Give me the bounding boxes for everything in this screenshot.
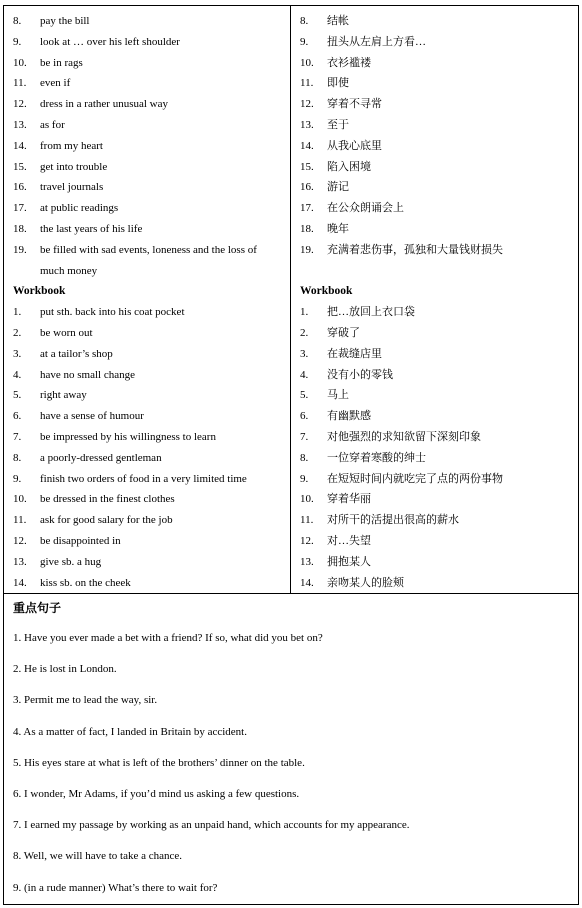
item-text: 拥抱某人	[327, 555, 371, 568]
workbook-row	[291, 323, 578, 344]
item-text: 结帐	[327, 15, 349, 27]
item-text: 马上	[327, 389, 349, 402]
item-number: 4.	[300, 368, 309, 381]
item-number: 19.	[300, 243, 314, 256]
item-number: 15.	[13, 160, 27, 173]
workbook-heading: Workbook	[13, 285, 66, 298]
item-text: 在短短时间内就吃完了点的两份事物	[327, 472, 503, 485]
vocab-row	[291, 157, 578, 178]
vocab-row	[4, 198, 290, 219]
vocab-row	[4, 11, 290, 32]
vocab-row	[4, 157, 290, 178]
vocab-row	[291, 94, 578, 115]
item-number: 3.	[300, 347, 309, 360]
item-number: 13.	[300, 119, 314, 131]
item-text: have a sense of humour	[40, 410, 144, 423]
item-text: have no small change	[40, 368, 135, 381]
item-text: be worn out	[40, 327, 93, 339]
workbook-row	[4, 406, 290, 427]
item-number: 14.	[13, 139, 27, 152]
workbook-row	[4, 510, 290, 531]
item-number: 3.	[13, 347, 22, 360]
item-text: be impressed by his willingness to learn	[40, 431, 216, 443]
item-text: from my heart	[40, 139, 103, 152]
item-text: 对所干的活提出很高的薪水	[327, 514, 459, 527]
workbook-row	[291, 573, 578, 594]
item-text: the last years of his life	[40, 223, 143, 235]
key-sentence: 5. His eyes stare at what is left of the brothers’ dinner on the table.	[13, 756, 305, 769]
item-number: 2.	[300, 327, 309, 339]
item-number: 16.	[300, 181, 314, 194]
item-text: 把…放回上衣口袋	[327, 306, 415, 319]
workbook-row	[291, 448, 578, 469]
vocab-row	[4, 136, 290, 157]
item-number: 11.	[13, 77, 27, 90]
workbook-row	[291, 489, 578, 510]
item-number: 11.	[13, 514, 27, 527]
workbook-row	[4, 323, 290, 344]
item-text: 充满着悲伤事，孤独和大量钱财损失	[327, 243, 503, 256]
item-number: 14.	[13, 576, 27, 589]
item-text: travel journals	[40, 181, 104, 194]
item-text: be disappointed in	[40, 535, 121, 547]
workbook-row	[4, 302, 290, 323]
workbook-row	[291, 385, 578, 406]
item-text: 衣衫褴褛	[327, 56, 371, 69]
item-number: 9.	[300, 35, 309, 48]
item-number: 10.	[300, 56, 314, 69]
vocab-row	[291, 219, 578, 240]
item-number: 15.	[300, 160, 314, 173]
vocab-row	[291, 32, 578, 53]
vocab-row	[291, 198, 578, 219]
item-text: 穿破了	[327, 327, 360, 339]
workbook-row	[291, 552, 578, 573]
key-sentence: 4. As a matter of fact, I landed in Britain by accident.	[13, 725, 247, 738]
item-text: put sth. back into his coat pocket	[40, 306, 185, 319]
item-number: 18.	[300, 223, 314, 235]
vocab-row	[291, 73, 578, 94]
item-text: 游记	[327, 181, 349, 194]
item-text: much money	[40, 264, 98, 277]
item-text: look at … over his left shoulder	[40, 35, 180, 48]
item-text: at public readings	[40, 202, 119, 215]
item-text: 穿着不寻常	[327, 98, 382, 111]
vocab-row	[4, 94, 290, 115]
item-number: 14.	[300, 139, 314, 152]
item-text: 一位穿着寒酸的绅士	[327, 451, 426, 464]
workbook-row	[4, 365, 290, 386]
item-text: ask for good salary for the job	[40, 514, 173, 527]
item-number: 17.	[300, 202, 314, 215]
item-text: as for	[40, 119, 65, 131]
item-text: 至于	[327, 119, 349, 131]
workbook-row	[4, 531, 290, 552]
item-number: 10.	[300, 493, 314, 506]
item-number: 18.	[13, 223, 27, 235]
key-sentences-section	[4, 594, 578, 904]
item-number: 7.	[13, 431, 22, 443]
workbook-row	[291, 406, 578, 427]
vocab-row-continuation	[4, 261, 290, 282]
item-number: 17.	[13, 202, 27, 215]
item-number: 13.	[300, 555, 314, 568]
workbook-row	[4, 489, 290, 510]
item-number: 2.	[13, 327, 22, 339]
item-number: 11.	[300, 77, 314, 90]
key-sentence: 7. I earned my passage by working as an unpaid hand, which accounts for my appearance.	[13, 819, 410, 832]
workbook-row	[4, 344, 290, 365]
item-number: 10.	[13, 493, 27, 506]
item-text: 从我心底里	[327, 139, 382, 152]
item-text: even if	[40, 77, 71, 90]
workbook-row	[291, 531, 578, 552]
item-text: 即使	[327, 77, 349, 90]
item-number: 9.	[13, 35, 22, 48]
key-sentence: 1. Have you ever made a bet with a friend? If so, what did you bet on?	[13, 632, 323, 644]
item-number: 9.	[300, 472, 309, 485]
workbook-row	[4, 448, 290, 469]
item-text: a poorly-dressed gentleman	[40, 451, 162, 464]
item-text: 有幽默感	[327, 410, 371, 423]
workbook-row	[291, 427, 578, 448]
item-text: kiss sb. on the cheek	[40, 576, 131, 589]
chinese-column	[291, 6, 578, 593]
workbook-heading: Workbook	[300, 285, 353, 298]
vocab-row	[4, 240, 290, 261]
vocab-row	[4, 115, 290, 136]
item-number: 13.	[13, 119, 27, 131]
item-text: get into trouble	[40, 160, 108, 173]
vocab-row	[291, 11, 578, 32]
item-text: 在裁缝店里	[327, 347, 382, 360]
item-number: 1.	[300, 306, 309, 319]
workbook-row	[291, 302, 578, 323]
workbook-row	[4, 385, 290, 406]
vocab-row	[291, 53, 578, 74]
workbook-row	[291, 344, 578, 365]
item-text: 穿着华丽	[327, 493, 371, 506]
workbook-row	[4, 573, 290, 594]
key-sentence: 6. I wonder, Mr Adams, if you’d mind us asking a few questions.	[13, 788, 300, 800]
item-number: 7.	[300, 431, 309, 443]
item-number: 8.	[300, 15, 309, 27]
item-number: 8.	[13, 451, 22, 464]
vocabulary-section	[4, 6, 578, 593]
item-number: 4.	[13, 368, 22, 381]
item-text: 在公众朗诵会上	[327, 202, 404, 215]
item-number: 6.	[300, 410, 309, 423]
item-text: pay the bill	[40, 15, 90, 27]
vocab-row	[291, 115, 578, 136]
workbook-row	[291, 365, 578, 386]
vocab-row	[4, 73, 290, 94]
item-text: 陷入困境	[327, 160, 371, 173]
item-number: 12.	[13, 535, 27, 547]
vocab-row	[291, 177, 578, 198]
vocab-row	[4, 219, 290, 240]
item-text: at a tailor’s shop	[40, 347, 113, 360]
item-text: be in rags	[40, 56, 83, 69]
workbook-row	[4, 427, 290, 448]
vocab-row	[291, 136, 578, 157]
item-number: 12.	[300, 535, 314, 547]
item-text: 对…失望	[327, 535, 371, 547]
item-number: 8.	[13, 15, 22, 27]
item-number: 5.	[13, 389, 22, 402]
item-text: be filled with sad events, loneness and the loss of	[40, 243, 257, 256]
item-number: 5.	[300, 389, 309, 402]
vocab-row	[291, 240, 578, 261]
vocab-row	[4, 53, 290, 74]
item-number: 9.	[13, 472, 22, 485]
key-sentence: 9. (in a rude manner) What’s there to wait for?	[13, 881, 218, 894]
english-column	[4, 6, 291, 593]
item-text: 亲吻某人的脸颊	[327, 576, 404, 589]
key-sentence: 8. Well, we will have to take a chance.	[13, 850, 183, 863]
item-text: dress in a rather unusual way	[40, 98, 168, 111]
item-number: 8.	[300, 451, 309, 464]
item-text: 晚年	[327, 223, 349, 235]
item-number: 12.	[300, 98, 314, 111]
item-number: 6.	[13, 410, 22, 423]
item-number: 11.	[300, 514, 314, 527]
item-text: 没有小的零钱	[327, 368, 393, 381]
item-number: 13.	[13, 555, 27, 568]
item-text: give sb. a hug	[40, 555, 102, 568]
item-number: 10.	[13, 56, 27, 69]
item-number: 16.	[13, 181, 27, 194]
item-text: finish two orders of food in a very limited time	[40, 472, 247, 485]
key-sentence: 2. He is lost in London.	[13, 663, 117, 676]
key-sentences-title: 重点句子	[13, 601, 62, 615]
workbook-row	[291, 469, 578, 490]
key-sentence: 3. Permit me to lead the way, sir.	[13, 694, 158, 707]
document-table	[3, 5, 579, 905]
item-text: 对他强烈的求知欲留下深刻印象	[327, 431, 481, 443]
workbook-row	[4, 552, 290, 573]
item-number: 12.	[13, 98, 27, 111]
vocab-row	[4, 177, 290, 198]
item-text: be dressed in the finest clothes	[40, 493, 175, 506]
workbook-row	[291, 510, 578, 531]
item-text: right away	[40, 389, 87, 402]
item-number: 1.	[13, 306, 22, 319]
workbook-row	[4, 469, 290, 490]
item-number: 19.	[13, 243, 27, 256]
vocab-row	[4, 32, 290, 53]
item-text: 扭头从左肩上方看…	[327, 35, 426, 48]
item-number: 14.	[300, 576, 314, 589]
